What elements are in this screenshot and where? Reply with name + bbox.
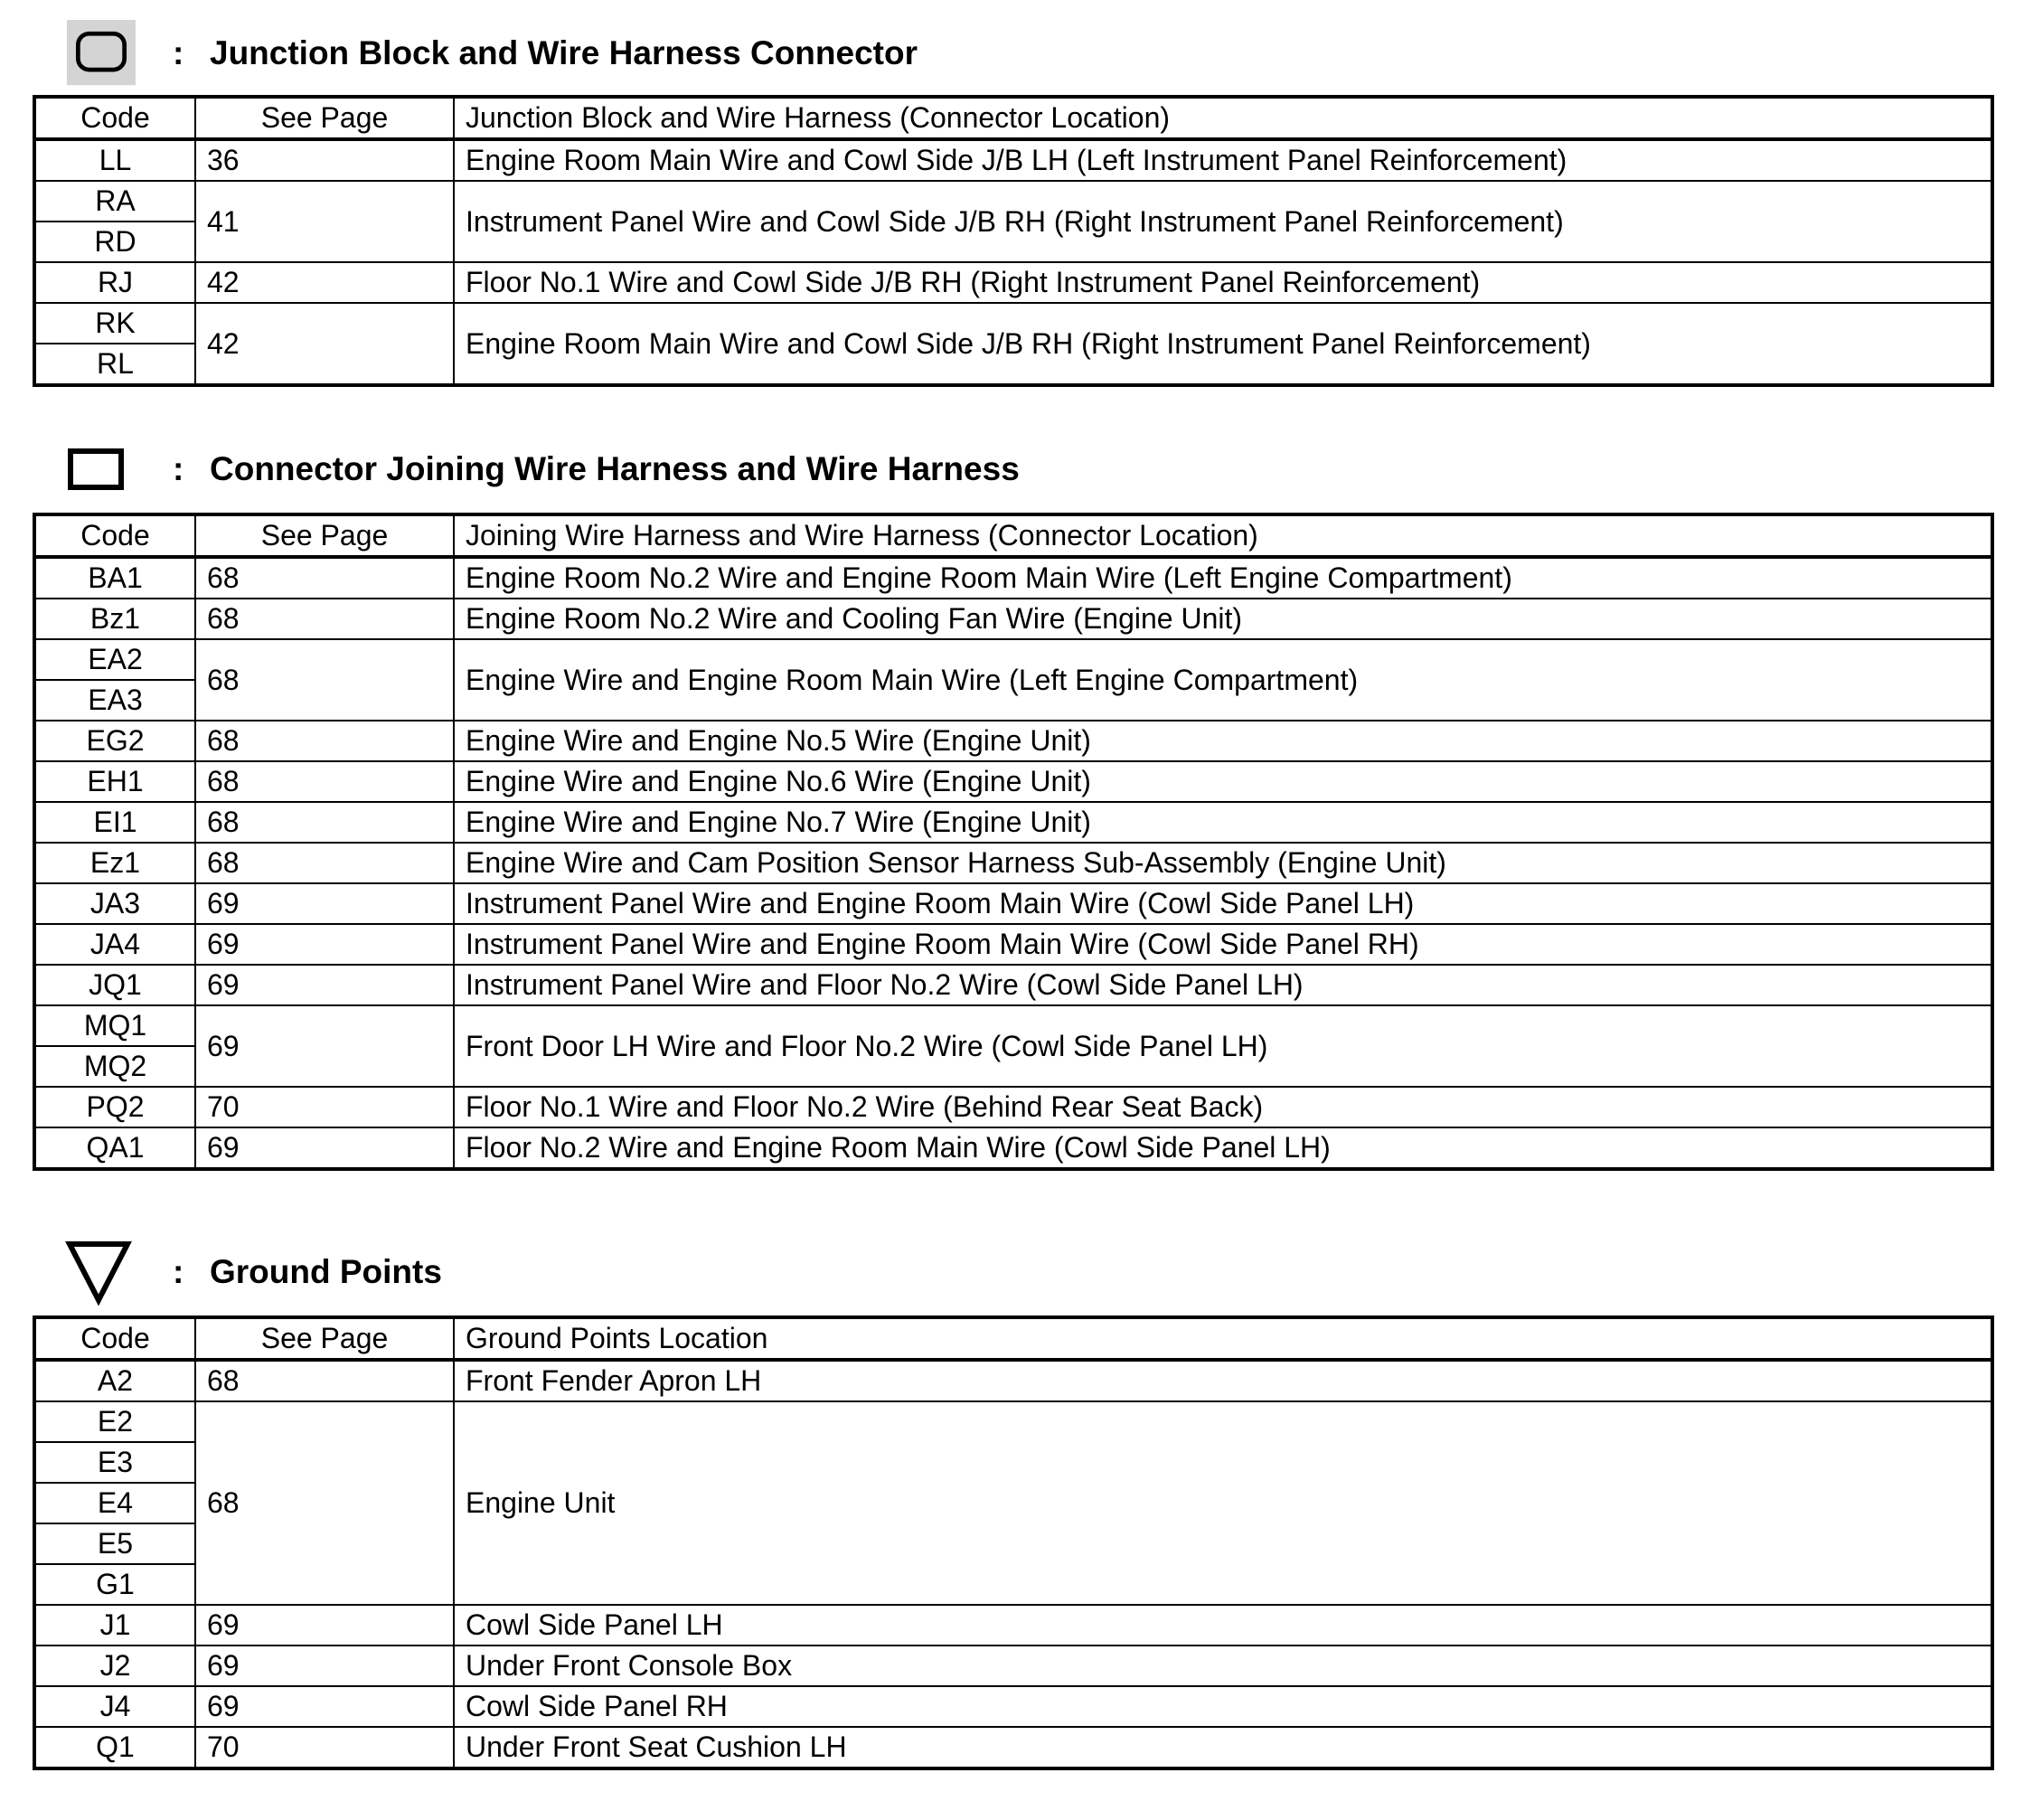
location-cell: Under Front Seat Cushion LH	[454, 1727, 1992, 1768]
code-cell: JA3	[34, 883, 195, 924]
table-header-row	[34, 97, 1992, 139]
connector-table	[33, 95, 1994, 387]
column-header-location: Joining Wire Harness and Wire Harness (Connector Location)	[454, 514, 1992, 557]
code-cell: E3	[34, 1442, 195, 1483]
location-cell: Engine Room No.2 Wire and Engine Room Main Wire (Left Engine Compartment)	[454, 557, 1992, 599]
location-cell: Floor No.1 Wire and Floor No.2 Wire (Behind Rear Seat Back)	[454, 1087, 1992, 1127]
code-cell: JA4	[34, 924, 195, 965]
code-cell: MQ2	[34, 1046, 195, 1087]
ground-point-icon	[65, 1239, 137, 1311]
location-cell: Engine Wire and Engine No.6 Wire (Engine Unit)	[454, 761, 1992, 802]
table-row	[34, 639, 1992, 680]
code-cell: RA	[34, 181, 195, 222]
table-row	[34, 843, 1992, 883]
table-row	[34, 1087, 1992, 1127]
see-page-cell: 69	[195, 883, 454, 924]
section-junction-block	[33, 20, 1994, 380]
location-cell: Floor No.1 Wire and Cowl Side J/B RH (Right Instrument Panel Reinforcement)	[454, 262, 1992, 303]
see-page-cell: 68	[195, 1401, 454, 1605]
table-row	[34, 599, 1992, 639]
table-row	[34, 1005, 1992, 1046]
location-cell: Front Fender Apron LH	[454, 1360, 1992, 1401]
code-cell: BA1	[34, 557, 195, 599]
see-page-cell: 69	[195, 1646, 454, 1686]
section-colon: :	[173, 450, 184, 487]
section-header	[33, 20, 1994, 92]
code-cell: RD	[34, 222, 195, 262]
code-cell: EA3	[34, 680, 195, 721]
see-page-cell: 68	[195, 557, 454, 599]
code-cell: RL	[34, 344, 195, 385]
connector-table	[33, 513, 1994, 1171]
code-cell: EA2	[34, 639, 195, 680]
see-page-cell: 69	[195, 1686, 454, 1727]
code-cell: J1	[34, 1605, 195, 1646]
location-cell: Instrument Panel Wire and Cowl Side J/B RH (Right Instrument Panel Reinforcement)	[454, 181, 1992, 262]
code-cell: Ez1	[34, 843, 195, 883]
code-cell: E5	[34, 1523, 195, 1564]
code-cell: MQ1	[34, 1005, 195, 1046]
table-row	[34, 1401, 1992, 1442]
table-row	[34, 1686, 1992, 1727]
table-row	[34, 883, 1992, 924]
location-cell: Instrument Panel Wire and Floor No.2 Wire (Cowl Side Panel LH)	[454, 965, 1992, 1005]
code-cell: E4	[34, 1483, 195, 1523]
column-header-code: Code	[34, 1317, 195, 1360]
see-page-cell: 68	[195, 761, 454, 802]
code-cell: QA1	[34, 1127, 195, 1169]
section-title: Junction Block and Wire Harness Connector	[210, 34, 918, 71]
see-page-cell: 69	[195, 924, 454, 965]
column-header-code: Code	[34, 514, 195, 557]
see-page-cell: 69	[195, 965, 454, 1005]
see-page-cell: 36	[195, 139, 454, 181]
code-cell: PQ2	[34, 1087, 195, 1127]
see-page-cell: 70	[195, 1087, 454, 1127]
connector-joining-icon	[65, 437, 137, 509]
code-cell: J4	[34, 1686, 195, 1727]
connector-table	[33, 1315, 1994, 1770]
column-header-see-page: See Page	[195, 97, 454, 139]
table-row	[34, 802, 1992, 843]
see-page-cell: 70	[195, 1727, 454, 1768]
column-header-see-page: See Page	[195, 1317, 454, 1360]
location-cell: Front Door LH Wire and Floor No.2 Wire (Cowl Side Panel LH)	[454, 1005, 1992, 1087]
code-cell: EI1	[34, 802, 195, 843]
see-page-cell: 68	[195, 639, 454, 721]
code-cell: Bz1	[34, 599, 195, 639]
table-row	[34, 721, 1992, 761]
see-page-cell: 69	[195, 1127, 454, 1169]
column-header-code: Code	[34, 97, 195, 139]
table-row	[34, 761, 1992, 802]
location-cell: Floor No.2 Wire and Engine Room Main Wire (Cowl Side Panel LH)	[454, 1127, 1992, 1169]
location-cell: Engine Wire and Engine No.5 Wire (Engine Unit)	[454, 721, 1992, 761]
location-cell: Engine Room Main Wire and Cowl Side J/B LH (Left Instrument Panel Reinforcement)	[454, 139, 1992, 181]
location-cell: Engine Wire and Cam Position Sensor Harness Sub-Assembly (Engine Unit)	[454, 843, 1992, 883]
table-row	[34, 303, 1992, 344]
section-connector-joining	[33, 437, 1994, 1164]
location-cell: Instrument Panel Wire and Engine Room Main Wire (Cowl Side Panel LH)	[454, 883, 1992, 924]
see-page-cell: 69	[195, 1605, 454, 1646]
location-cell: Engine Room Main Wire and Cowl Side J/B RH (Right Instrument Panel Reinforcement)	[454, 303, 1992, 385]
table-row	[34, 1360, 1992, 1401]
see-page-cell: 68	[195, 599, 454, 639]
code-cell: Q1	[34, 1727, 195, 1768]
location-cell: Cowl Side Panel LH	[454, 1605, 1992, 1646]
see-page-cell: 42	[195, 262, 454, 303]
code-cell: EH1	[34, 761, 195, 802]
section-header	[33, 437, 1994, 509]
table-row	[34, 181, 1992, 222]
table-row	[34, 1605, 1992, 1646]
code-cell: EG2	[34, 721, 195, 761]
location-cell: Engine Wire and Engine No.7 Wire (Engine Unit)	[454, 802, 1992, 843]
see-page-cell: 69	[195, 1005, 454, 1087]
table-row	[34, 1127, 1992, 1169]
section-header	[33, 1239, 1994, 1311]
table-row	[34, 139, 1992, 181]
section-title: Connector Joining Wire Harness and Wire Harness	[210, 450, 1020, 487]
code-cell: RK	[34, 303, 195, 344]
table-row	[34, 965, 1992, 1005]
location-cell: Engine Room No.2 Wire and Cooling Fan Wire (Engine Unit)	[454, 599, 1992, 639]
location-cell: Instrument Panel Wire and Engine Room Main Wire (Cowl Side Panel RH)	[454, 924, 1992, 965]
table-header-row	[34, 1317, 1992, 1360]
see-page-cell: 68	[195, 843, 454, 883]
see-page-cell: 41	[195, 181, 454, 262]
table-row	[34, 262, 1992, 303]
location-cell: Under Front Console Box	[454, 1646, 1992, 1686]
section-colon: :	[173, 1253, 184, 1290]
location-cell: Cowl Side Panel RH	[454, 1686, 1992, 1727]
junction-block-icon	[65, 20, 137, 89]
code-cell: E2	[34, 1401, 195, 1442]
code-cell: RJ	[34, 262, 195, 303]
column-header-location: Ground Points Location	[454, 1317, 1992, 1360]
code-cell: LL	[34, 139, 195, 181]
code-cell: J2	[34, 1646, 195, 1686]
see-page-cell: 68	[195, 1360, 454, 1401]
table-row	[34, 1727, 1992, 1768]
location-cell: Engine Unit	[454, 1401, 1992, 1605]
column-header-location: Junction Block and Wire Harness (Connector Location)	[454, 97, 1992, 139]
table-header-row	[34, 514, 1992, 557]
section-colon: :	[173, 34, 184, 71]
table-row	[34, 1646, 1992, 1686]
code-cell: G1	[34, 1564, 195, 1605]
see-page-cell: 68	[195, 721, 454, 761]
code-cell: JQ1	[34, 965, 195, 1005]
see-page-cell: 42	[195, 303, 454, 385]
table-row	[34, 557, 1992, 599]
code-cell: A2	[34, 1360, 195, 1401]
table-row	[34, 924, 1992, 965]
see-page-cell: 68	[195, 802, 454, 843]
column-header-see-page: See Page	[195, 514, 454, 557]
location-cell: Engine Wire and Engine Room Main Wire (Left Engine Compartment)	[454, 639, 1992, 721]
section-title: Ground Points	[210, 1253, 442, 1290]
section-ground-points	[33, 1239, 1994, 1763]
